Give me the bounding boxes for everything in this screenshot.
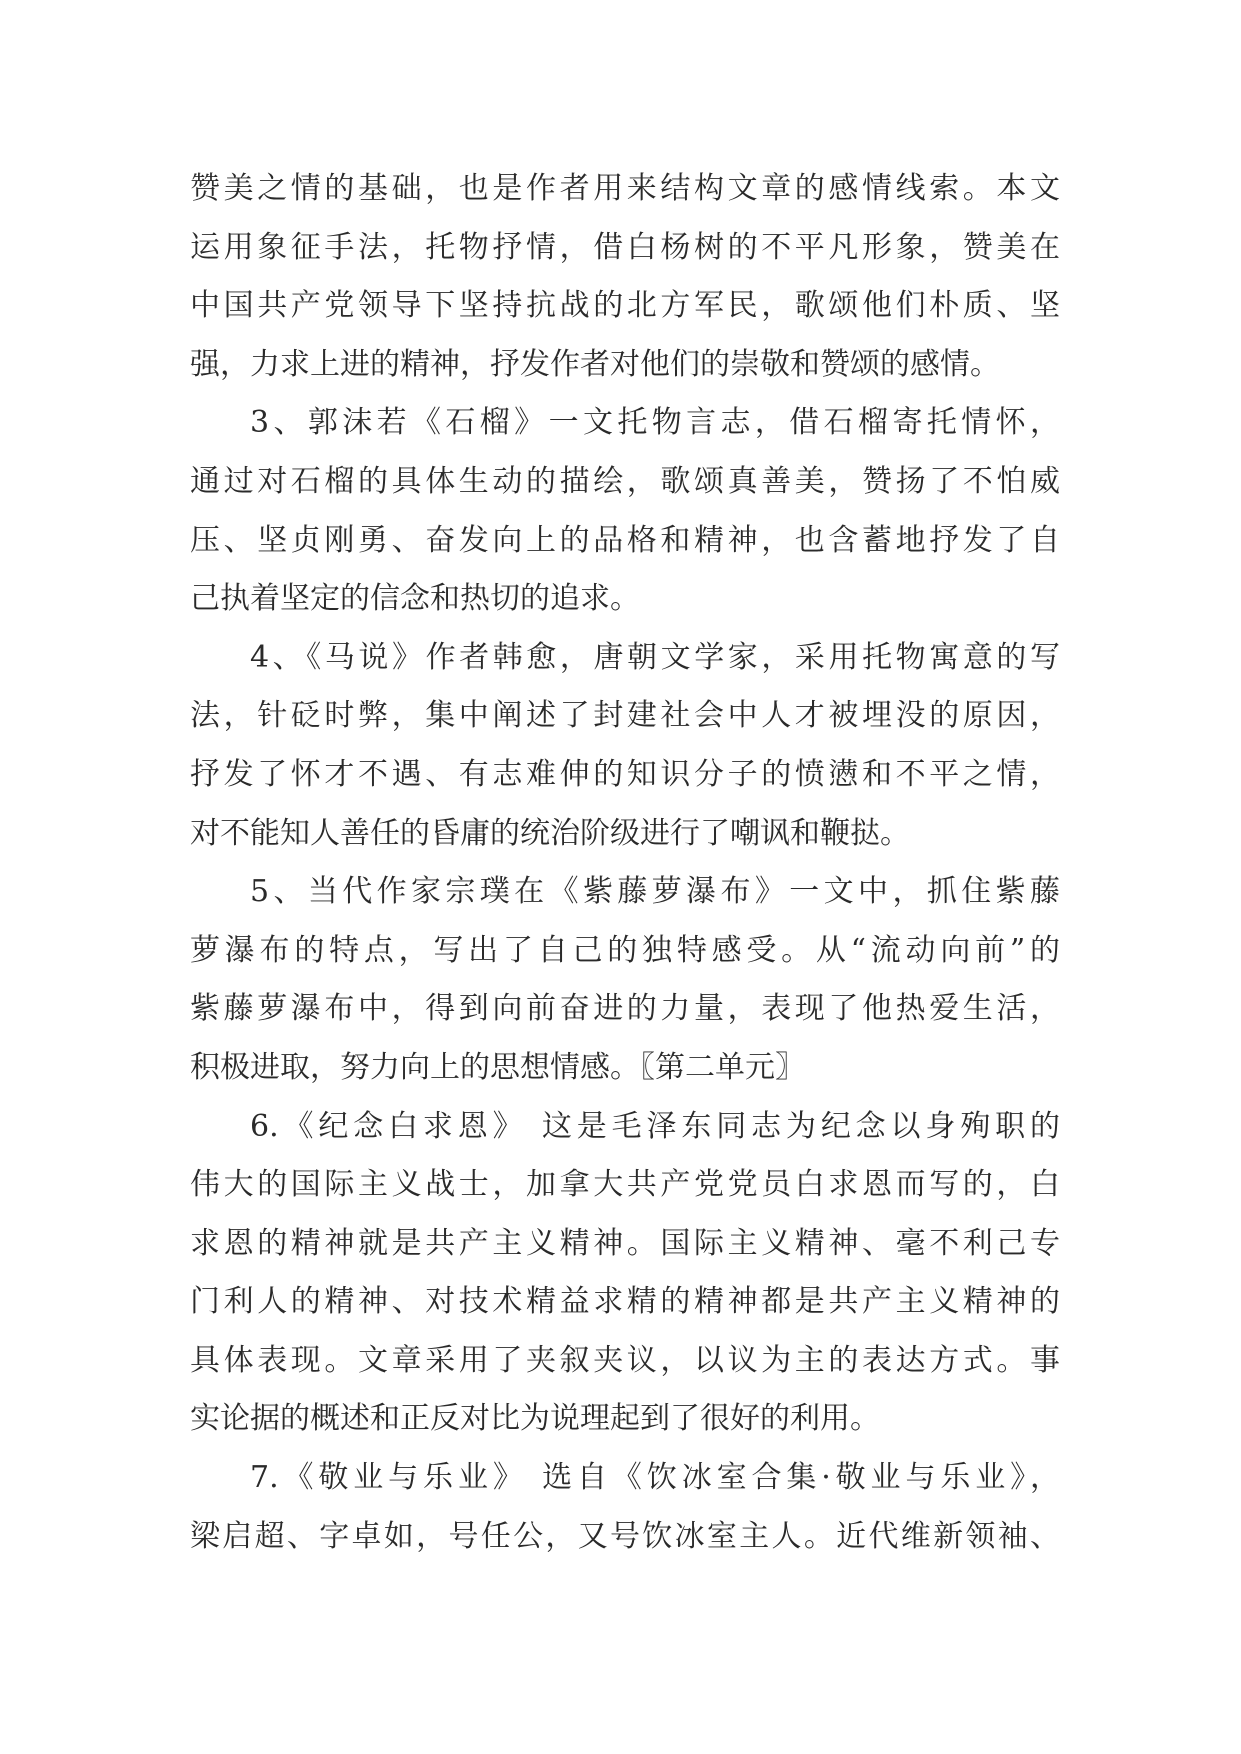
- paragraph-line: 法，针砭时弊，集中阐述了封建社会中人才被埋没的原因，: [190, 698, 1060, 734]
- paragraph-first-line: 7.《敬业与乐业》 选自《饮冰室合集·敬业与乐业》，: [250, 1460, 1060, 1496]
- paragraph-line: 实论据的概述和正反对比为说理起到了很好的利用。: [190, 1401, 880, 1437]
- paragraph-first-line: 5、当代作家宗璞在《紫藤萝瀑布》一文中，抓住紫藤: [250, 874, 1060, 910]
- paragraph-line: 求恩的精神就是共产主义精神。国际主义精神、毫不利己专: [190, 1225, 1060, 1261]
- paragraph-line: 中国共产党领导下坚持抗战的北方军民，歌颂他们朴质、坚: [190, 288, 1060, 324]
- paragraph-line: 压、坚贞刚勇、奋发向上的品格和精神，也含蓄地抒发了自: [190, 522, 1060, 558]
- paragraph-line: 萝瀑布的特点，写出了自己的独特感受。从“流动向前”的: [190, 932, 1060, 968]
- paragraph-line: 梁启超、字卓如，号任公，又号饮冰室主人。近代维新领袖、: [190, 1518, 1060, 1554]
- paragraph-line: 门利人的精神、对技术精益求精的精神都是共产主义精神的: [190, 1284, 1060, 1320]
- paragraph-line: 积极进取，努力向上的思想情感。〖第二单元〗: [190, 1049, 805, 1085]
- document-body: [190, 160, 1060, 1566]
- paragraph-line: 紫藤萝瀑布中，得到向前奋进的力量，表现了他热爱生活，: [190, 991, 1060, 1027]
- paragraph-line: 己执着坚定的信念和热切的追求。: [190, 581, 640, 617]
- paragraph-line: 运用象征手法，托物抒情，借白杨树的不平凡形象，赞美在: [190, 229, 1060, 265]
- paragraph-first-line: 6.《纪念白求恩》 这是毛泽东同志为纪念以身殉职的: [250, 1108, 1060, 1144]
- paragraph-line: 强，力求上进的精神，抒发作者对他们的崇敬和赞颂的感情。: [190, 346, 1000, 382]
- paragraph-first-line: 4、《马说》作者韩愈，唐朝文学家，采用托物寓意的写: [250, 639, 1060, 675]
- paragraph-line: 抒发了怀才不遇、有志难伸的知识分子的愤懑和不平之情，: [190, 756, 1060, 792]
- paragraph-line: 伟大的国际主义战士，加拿大共产党党员白求恩而写的，白: [190, 1167, 1060, 1203]
- paragraph-first-line: 3、郭沫若《石榴》一文托物言志，借石榴寄托情怀，: [250, 405, 1060, 441]
- paragraph-line: 通过对石榴的具体生动的描绘，歌颂真善美，赞扬了不怕威: [190, 463, 1060, 499]
- paragraph-line: 赞美之情的基础，也是作者用来结构文章的感情线索。本文: [190, 171, 1060, 206]
- paragraph-line: 对不能知人善任的昏庸的统治阶级进行了嘲讽和鞭挞。: [190, 815, 910, 851]
- paragraph-line: 具体表现。文章采用了夹叙夹议，以议为主的表达方式。事: [190, 1342, 1060, 1378]
